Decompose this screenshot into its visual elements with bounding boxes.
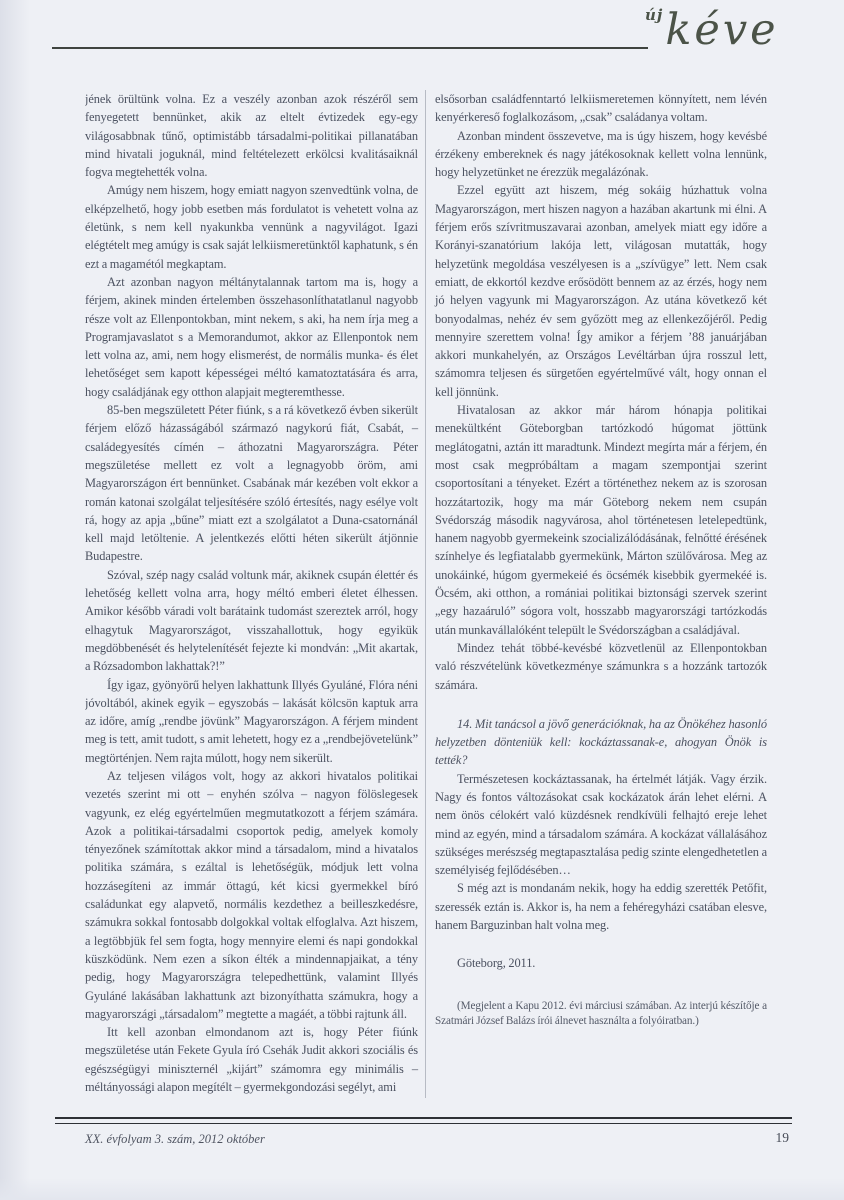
page-edge-shading-bottom [0,1178,844,1200]
paragraph: jének örültünk volna. Ez a veszély azonban azok részéről sem fenyegetett bennünket, akik az eltelt évtizedek egy-egy világosabbnak tűnő, optimistább társadalmi-politikai pillanatában mind hivatali joguknál, mind feltételezett erkölcsi kvalitásaiknál fogva megtehették volna. [85,92,418,180]
footer-rule [55,1117,792,1124]
paragraph: Hivatalosan az akkor már három hónapja politikai menekültként Göteborgban tartózkodó húgomat jöttünk meglátogatni, aztán itt maradtunk. Mindezt megírta már a férjem, én most csak megpróbáltam a magam szempontjai szerint csoportosítani a tényeket. Ezért a történethez nekem az is szorosan hozzátartozik, hogy ma már Göteborg nekem nem csupán Svédország második nagyvárosa, ahol történetesen letelepedtünk, hanem nagyobb gyermekeink szocializálódásának, felnőtté érésének színhelye és legfiatalabb gyermekünk, Márton szülővárosa. Meg az unokáinké, húgom gyermekeié és öcsémék kisebbik gyermekéé is. Öcsém, aki otthon, a romániai politikai biztonsági szervek szerint „egy hazaáruló” sógora volt, hosszabb magyarországi tartózkodás után munkavállalóként települt le Svédországban a családjával. [435,403,767,637]
page-edge-shading [0,0,30,1200]
paragraph: S még azt is mondanám nekik, hogy ha eddig szerették Petőfit, szeressék eztán is. Akkor is, ha nem a fehéregyházi csatában elesve, hanem Barguzinban halt volna meg. [435,881,767,933]
header-rule [52,47,648,49]
footnote: (Megjelent a Kapu 2012. évi márciusi számában. Az interjú készítője a Szatmári József Balázs írói álnevet használta a folyóiratban.) [435,999,767,1028]
logo-title: kéve [665,5,779,55]
paragraph: Itt kell azonban elmondanom azt is, hogy Péter fiúnk megszületése után Fekete Gyula író Csehák Judit akkori szociális és egészségügyi miniszternél „kijárt” számomra egy minimális – méltányossági alapon megítélt – gyermekgondozási segélyt, ami [85,1025,418,1095]
article-body [85,90,775,1114]
logo-prefix: új [645,6,664,24]
page-number: 19 [775,1130,789,1145]
paragraph: Mindez tehát többé-kevésbé közvetlenül az Ellenpontokban való részvételünk következménye számunkra s a hozzánk tartozók számára. [435,640,767,692]
article-right-column [426,90,767,1114]
article-left-column [85,90,425,1114]
paragraph: Az teljesen világos volt, hogy az akkori hivatalos politikai vezetés szerint mi ott – enyhén szólva – nagyon fölöslegesek vagyunk, ez elég egyértelműen megmutatkozott a férjem számára. Azok a politikai-társadalmi csoportok pedig, amelyek komoly tényezőnek számítottak akkor mind a társadalom, mind a hivatalos politika számára, s ezáltal is lehetőségük, módjuk lett volna hozzásegíteni az immár öttagú, két kicsi gyermekkel bíró családunkat egy alapvető, normális kezdethez a beilleszkedésre, számukra sokkal fontosabb dolgokkal voltak elfoglalva. Azt hiszem, a legtöbbjük fel sem fogta, hogy mennyire elemi és napi gondokkal küszködünk. Nem ezen a síkon élték a mindennapjaikat, a tény pedig, hogy Magyarországra telepedhettünk, valamint Illyés Gyuláné lakásában lakhattunk azt bizonyíthatta számukra, hogy a magyarországi „társadalom” megtette a magáét, a többi rajtunk áll. [85,768,418,1021]
issue-info: XX. évfolyam 3. szám, 2012 október [85,1132,265,1146]
paragraph: Azonban mindent összevetve, ma is úgy hiszem, hogy kevésbé érzékeny embereknek és nagy játékosoknak kellett volna lennünk, hogy helyzetünket ne érezzük megalázónak. [435,128,767,180]
paragraph: Természetesen kockáztassanak, ha értelmét látják. Vagy érzik. Nagy és fontos változásokat csak kockázatok árán lehet elérni. A nem önös célokért való küzdésnek rendkívüli felhajtó ereje lehet mind az egyén, mind a társadalom számára. A kockázat vállalásához szükséges merészség megtapasztalása pedig szinte elengedhetetlen a személyiség fejlődésében… [435,771,767,878]
dateline: Göteborg, 2011. [457,956,536,971]
paragraph: Így igaz, gyönyörű helyen lakhattunk Illyés Gyuláné, Flóra néni jóvoltából, akinek egyik – egyszobás – lakását kölcsön kaptuk arra az időre, amíg „rendbe jövünk” Magyarországon. A férjem mindent meg is tett, amit tudott, s amit lehetett, hogy ez a „rendbejövetelünk” megtörténjen. Nem rajta múlott, hogy nem sikerült. [85,677,418,765]
paragraph: Azt azonban nagyon méltánytalannak tartom ma is, hogy a férjem, akinek minden értelemben összehasonlíthatatlanul nagyobb része volt az Ellenpontokban, mint nekem, s aki, ha nem írja meg a Programjavaslatot s a Memorandumot, akkor az Ellenpontok nem lett volna az, ami, nem hogy elismerést, de normális munka- és élet lehetőséget sem kapott képességei méltó kamatoztatására és arra, hogy családjának egy otthon alapjait megteremthesse. [85,274,418,399]
paragraph: elsősorban családfenntartó lelkiismeretemen könnyített, nem lévén kenyérkereső foglalkozásom, „csak” családanya voltam. [435,92,767,125]
paragraph: Amúgy nem hiszem, hogy emiatt nagyon szenvedtünk volna, de elképzelhető, hogy jobb esetben más fordulatot is vehetett volna az életünk, s nem kell nyakunkba vennünk a nagyvilágot. Igazi elégtételt meg amúgy is csak saját lelkiismeretünktől kaphatunk, s én ezt a magamétól megkaptam. [85,183,418,271]
interview-question: 14. Mit tanácsol a jövő generációknak, ha az Önökéhez hasonló helyzetben dönteniük kell: kockáztassanak-e, ahogyan Önök is tették? [435,716,767,768]
paragraph: 85-ben megszületett Péter fiúnk, s a rá következő évben sikerült férjem előző házasságából származó nagykorú fiát, Csabát, – családegyesítés címén – áthozatni Magyarországra. Péter megszületése mellett ez volt a legnagyobb öröm, ami Magyarországon ért bennünket. Csabának már kezében volt ekkor a román katonai szolgálat teljesítésére szóló értesítés, nagy esélye volt rá, hogy az apja „bűne” miatt ezt a szolgálatot a Duna-csatornánál kell majd letöltenie. A jelentkezés előtti héten sikerült átjönnie Budapestre. [85,403,418,564]
paragraph: Ezzel együtt azt hiszem, még sokáig húzhattuk volna Magyarországon, mert hiszen nagyon a hazában akartunk mi élni. A férjem erős szívritmuszavarai azonban, amelyek miatt egy időre a Korányi-szanatórium lakója lett, világosan mutatták, hogy helyzetünk megoldása veszélyesen is a „szívügye” lett. Nem csak emiatt, de ekkortól kezdve erősödött bennem az az érzés, hogy nem jó helyen vagyunk mi Magyarországon. Az utána következő két bonyodalmas, nehéz év sem győzött meg az ellenkezőjéről. Pedig mennyire szerettem volna! Így amikor a férjem ’88 januárjában akkori munkahelyén, az Országos Levéltárban újra rosszul lett, számomra teljesen és sürgetően egyértelművé vált, hogy onnan el kell jönnünk. [435,183,767,399]
magazine-logo [645,5,779,55]
paragraph: Szóval, szép nagy család voltunk már, akiknek csupán élettér és lehetőség kellett volna arra, hogy méltó emberi életet élhessen. Amikor később váradi volt barátaink tudomást szereztek arról, hogy elhagytuk Magyarországot, visszahallottuk, hogy egyikük megdöbbenését és helytelenítését fejezte ki mondván: „Mit akartak, a Rózsadombon lakhattak?!” [85,567,418,674]
